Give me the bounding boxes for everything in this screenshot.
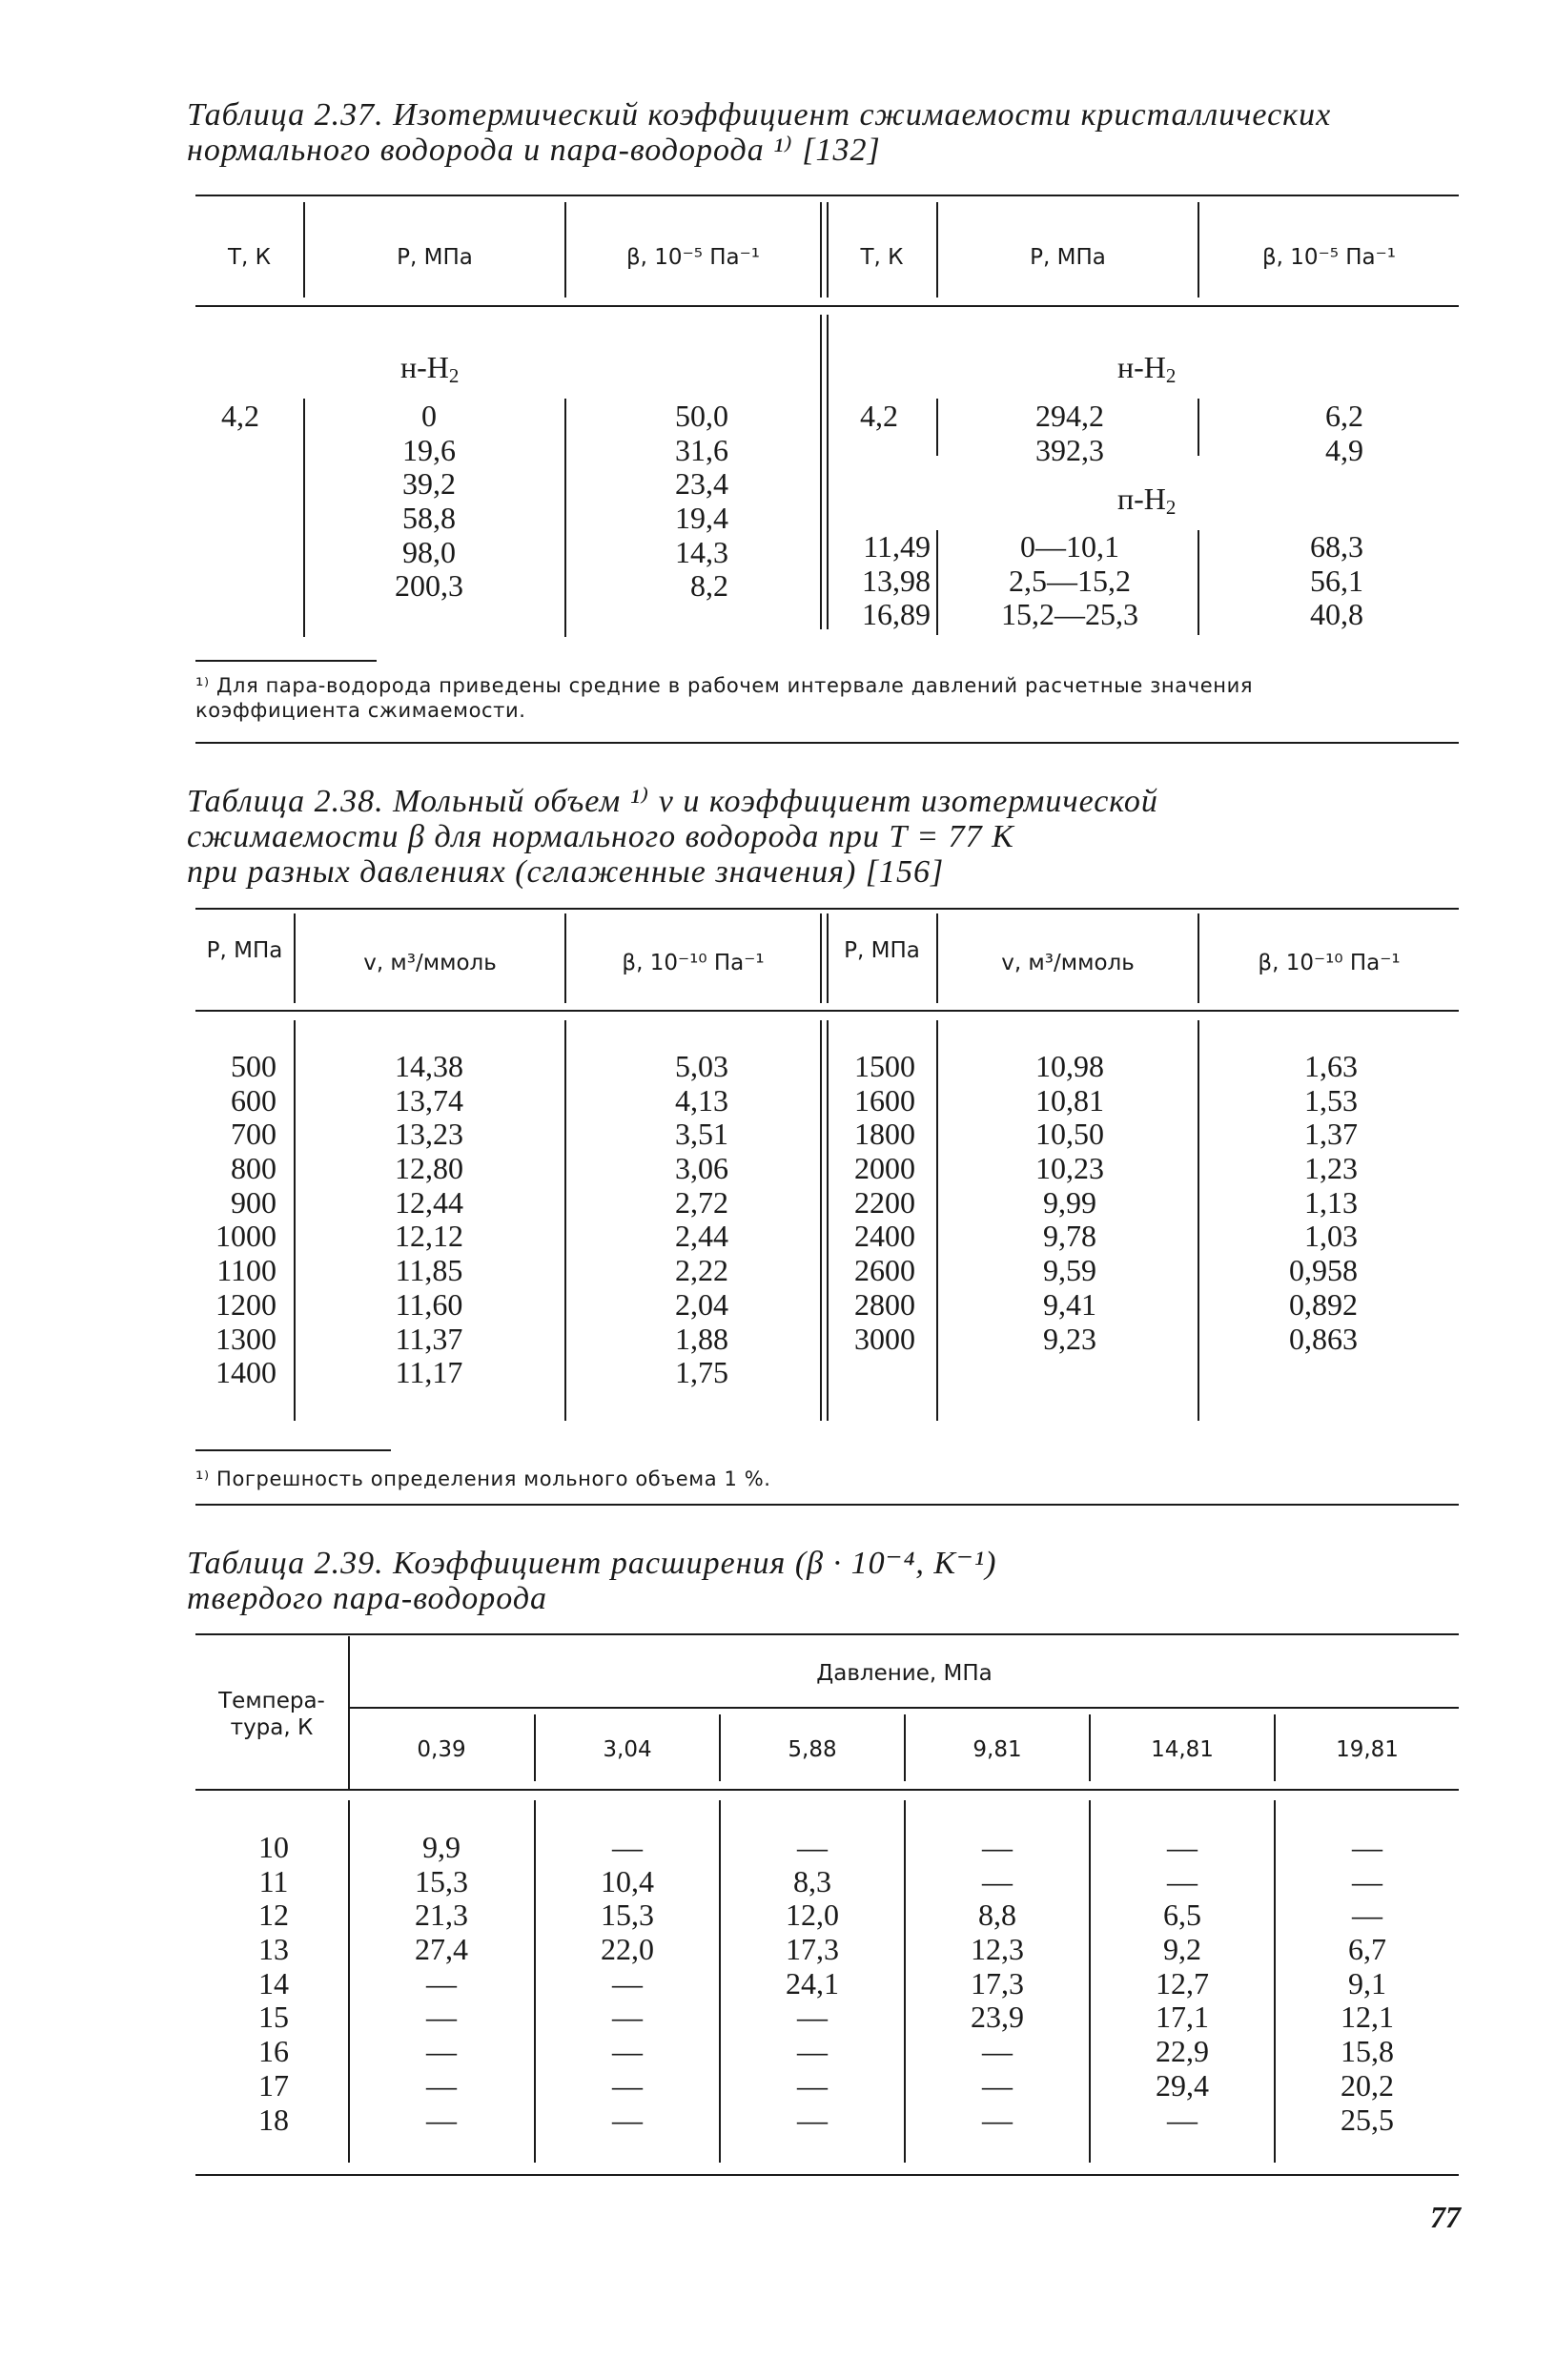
table-cell: 10,23 <box>1035 1151 1104 1186</box>
table-cell: — <box>426 2034 457 2069</box>
table-cell: — <box>426 2067 457 2103</box>
table-cell: 17,3 <box>786 1932 839 1967</box>
table-cell: 2,04 <box>675 1286 728 1322</box>
rule <box>719 1800 721 2163</box>
rule <box>195 1010 1459 1012</box>
column-header: v, м³/ммоль <box>363 951 497 975</box>
column-beta <box>610 400 728 604</box>
column-beta <box>1259 1050 1358 1356</box>
group-label-text: п-H <box>1117 482 1166 516</box>
table-cell: — <box>797 1830 828 1864</box>
rule <box>348 1800 350 2163</box>
rule <box>1198 1020 1199 1421</box>
table-cell: — <box>797 2102 828 2137</box>
table-cell: 13 <box>258 1932 289 1967</box>
rule <box>936 399 938 456</box>
table-cell: 392,3 <box>1035 432 1104 467</box>
table-cell: 21,3 <box>415 1898 468 1933</box>
rule <box>564 1020 566 1421</box>
table-cell: 31,6 <box>675 432 728 467</box>
table-cell: 500 <box>231 1049 276 1083</box>
column-molar-volume <box>1020 1050 1119 1356</box>
expansion-column <box>1314 1831 1421 2137</box>
table-cell: 14 <box>258 1965 289 2000</box>
column-pressure <box>839 1050 915 1356</box>
table-cell: 9,59 <box>1043 1253 1096 1288</box>
table-cell: 17 <box>258 2067 289 2103</box>
column-header: β, 10⁻¹⁰ Па⁻¹ <box>622 951 765 975</box>
table-cell: 23,4 <box>675 466 728 502</box>
column-header: β, 10⁻⁵ Па⁻¹ <box>626 245 760 270</box>
cell-temperature: 4,2 <box>221 399 259 433</box>
rule <box>1089 1800 1091 2163</box>
table-cell: 8,8 <box>978 1898 1016 1933</box>
table-cell: 6,7 <box>1348 1932 1386 1967</box>
table-cell: 1600 <box>854 1082 915 1118</box>
table-cell: — <box>982 2067 1013 2103</box>
table-cell: — <box>426 1965 457 2000</box>
rule <box>195 908 1459 910</box>
column-temperature <box>839 530 931 632</box>
table-cell: 0 <box>421 399 437 433</box>
table-cell: — <box>1352 1863 1382 1898</box>
table-cell: 23,9 <box>971 2000 1024 2035</box>
table-cell: 1,88 <box>675 1321 728 1356</box>
rule <box>195 2174 1459 2176</box>
table-cell: 11,85 <box>395 1253 463 1288</box>
table-cell: — <box>1167 1830 1198 1864</box>
expansion-column <box>759 1831 866 2137</box>
rule <box>348 1636 350 1789</box>
table-cell: 1,13 <box>1304 1184 1358 1220</box>
table-cell: — <box>1352 1898 1382 1933</box>
column-header-temperature: Темпера-тура, К <box>218 1689 325 1740</box>
group-label-text: н-H <box>1117 350 1166 384</box>
table-cell: — <box>797 2000 828 2035</box>
expansion-column <box>1129 1831 1236 2137</box>
table-cell: — <box>612 1965 643 2000</box>
table-cell: 10,81 <box>1035 1082 1104 1118</box>
table-cell: 9,41 <box>1043 1286 1096 1322</box>
table-cell: 3,06 <box>675 1151 728 1186</box>
table-cell: 9,99 <box>1043 1184 1096 1220</box>
expansion-column <box>388 1831 495 2137</box>
table-237-footnote <box>195 673 1253 723</box>
table-cell: 13,74 <box>395 1082 463 1118</box>
column-beta <box>629 1050 728 1390</box>
table-cell: 10 <box>258 1830 289 1864</box>
table-cell: 5,03 <box>675 1049 728 1083</box>
group-label-text: н-H <box>400 350 449 384</box>
caption-line: Таблица 2.37. Изотермический коэффициент сжимаемости кристаллических <box>187 97 1332 133</box>
pressure-header: 19,81 <box>1336 1737 1399 1762</box>
table-cell: — <box>797 2067 828 2103</box>
table-cell: 14,3 <box>675 534 728 569</box>
table-cell: — <box>1167 1863 1198 1898</box>
column-header: Р, МПа <box>397 245 473 270</box>
table-cell: 9,2 <box>1163 1932 1201 1967</box>
table-cell: — <box>982 2102 1013 2137</box>
table-cell: 40,8 <box>1310 597 1363 632</box>
table-cell: 294,2 <box>1035 399 1104 433</box>
column-pressure <box>202 1050 276 1390</box>
column-pressure <box>1011 400 1129 467</box>
table-cell: 11 <box>258 1863 289 1898</box>
pressure-header: 5,88 <box>788 1737 837 1762</box>
table-cell: 10,4 <box>601 1863 654 1898</box>
table-cell: 6,5 <box>1163 1898 1201 1933</box>
table-cell: 22,0 <box>601 1932 654 1967</box>
table-cell: 900 <box>231 1184 276 1220</box>
rule <box>195 1504 1459 1506</box>
table-cell: 2,5—15,2 <box>1009 563 1131 598</box>
table-cell: 1,03 <box>1304 1219 1358 1254</box>
table-cell: 19,4 <box>675 501 728 536</box>
table-cell: 2800 <box>854 1286 915 1322</box>
table-cell: 9,9 <box>422 1830 461 1864</box>
expansion-column <box>944 1831 1051 2137</box>
table-cell: 8,3 <box>793 1863 831 1898</box>
table-cell: — <box>1352 1830 1382 1864</box>
table-cell: 18 <box>258 2102 289 2137</box>
table-cell: 4,13 <box>675 1082 728 1118</box>
table-cell: 1100 <box>216 1253 276 1288</box>
pressure-header: 9,81 <box>972 1737 1022 1762</box>
table-cell: 12,80 <box>395 1151 463 1186</box>
table-cell: 10,98 <box>1035 1049 1104 1083</box>
rule <box>195 305 1459 307</box>
group-label-p-h2: $п-H_2$ <box>1117 482 1177 519</box>
cell-temperature: 4,2 <box>860 399 898 433</box>
column-molar-volume <box>381 1050 477 1390</box>
table-cell: 3000 <box>854 1321 915 1356</box>
table-cell: 56,1 <box>1310 563 1363 598</box>
column-header: β, 10⁻⁵ Па⁻¹ <box>1262 245 1396 270</box>
table-cell: — <box>612 2000 643 2035</box>
table-cell: 2,22 <box>675 1253 728 1288</box>
table-cell: 12,12 <box>395 1219 463 1254</box>
table-cell: 16 <box>258 2034 289 2069</box>
rule <box>195 1789 1459 1791</box>
table-cell: 0,863 <box>1289 1321 1358 1356</box>
table-cell: 2,72 <box>675 1184 728 1220</box>
caption-line: сжимаемости β для нормального водорода при T = 77 К <box>187 819 1014 854</box>
rule <box>936 530 938 635</box>
table-cell: 2400 <box>854 1219 915 1254</box>
column-temperature <box>238 1831 309 2137</box>
table-cell: 50,0 <box>675 399 728 433</box>
rule <box>1274 1800 1276 2163</box>
table-cell: 4,9 <box>1325 432 1363 467</box>
table-cell: 10,50 <box>1035 1117 1104 1152</box>
column-header: v, м³/ммоль <box>1001 951 1135 975</box>
rule <box>936 1020 938 1421</box>
table-cell: 29,4 <box>1156 2067 1209 2103</box>
table-cell: 27,4 <box>415 1932 468 1967</box>
rule <box>820 1020 829 1421</box>
column-beta <box>1259 400 1363 467</box>
group-label-n-h2: $н-H_2$ <box>1117 350 1177 387</box>
caption-line: Таблица 2.38. Мольный объем ¹⁾ v и коэффициент изотермической <box>187 784 1158 819</box>
table-239-caption <box>187 1546 1464 1616</box>
table-cell: 17,1 <box>1156 2000 1209 2035</box>
table-cell: 9,78 <box>1043 1219 1096 1254</box>
column-header: β, 10⁻¹⁰ Па⁻¹ <box>1258 951 1401 975</box>
table-cell: — <box>982 1863 1013 1898</box>
table-238-caption <box>187 784 1464 890</box>
table-cell: 11,60 <box>395 1286 463 1322</box>
table-cell: 15,3 <box>415 1863 468 1898</box>
column-header-pressure: Давление, МПа <box>816 1661 993 1686</box>
rule <box>564 399 566 637</box>
column-header: Т, К <box>227 245 271 270</box>
table-cell: — <box>612 1830 643 1864</box>
table-cell: 15,3 <box>601 1898 654 1933</box>
table-cell: — <box>612 2067 643 2103</box>
column-header: Т, К <box>860 245 904 270</box>
table-cell: 22,9 <box>1156 2034 1209 2069</box>
footnote-rule <box>195 1449 391 1451</box>
table-cell: 11,37 <box>395 1321 463 1356</box>
group-label-n-h2: $н-H_2$ <box>400 350 460 387</box>
caption-line: нормального водорода и пара-водорода ¹⁾ [132] <box>187 133 881 168</box>
footnote-line: коэффициента сжимаемости. <box>195 699 526 722</box>
table-cell: 39,2 <box>402 466 456 502</box>
table-cell: 2000 <box>854 1151 915 1186</box>
table-cell: — <box>982 1830 1013 1864</box>
footnote-line: ¹⁾ Для пара-водорода приведены средние в рабочем интервале давлений расчетные значения <box>195 674 1254 697</box>
table-cell: 12,3 <box>971 1932 1024 1967</box>
table-cell: 1800 <box>854 1117 915 1152</box>
table-cell: 1200 <box>215 1286 276 1322</box>
table-cell: 9,23 <box>1043 1321 1096 1356</box>
pressure-header: 14,81 <box>1151 1737 1214 1762</box>
table-cell: 58,8 <box>402 501 456 536</box>
table-cell: 17,3 <box>971 1965 1024 2000</box>
caption-line: твердого пара-водорода <box>187 1581 548 1616</box>
table-cell: 14,38 <box>395 1049 463 1083</box>
table-cell: 1,75 <box>675 1355 728 1390</box>
table-cell: 1,23 <box>1304 1151 1358 1186</box>
table-cell: 68,3 <box>1310 529 1363 564</box>
rule <box>294 1020 296 1421</box>
rule <box>350 1707 1459 1709</box>
table-cell: 2,44 <box>675 1219 728 1254</box>
table-cell: 3,51 <box>675 1117 728 1152</box>
footnote-rule <box>195 660 377 662</box>
table-238-footnote: ¹⁾ Погрешность определения мольного объема 1 %. <box>195 1467 771 1490</box>
table-237-caption <box>187 97 1464 168</box>
rule <box>195 1633 1459 1635</box>
table-cell: 13,98 <box>862 563 931 598</box>
table-cell: 1,37 <box>1304 1117 1358 1152</box>
column-pressure <box>992 530 1148 632</box>
table-cell: 12 <box>258 1898 289 1933</box>
table-cell: 15 <box>258 2000 289 2035</box>
table-cell: 1,53 <box>1304 1082 1358 1118</box>
rule <box>195 195 1459 196</box>
table-cell: 12,7 <box>1156 1965 1209 2000</box>
table-cell: 0,892 <box>1289 1286 1358 1322</box>
table-cell: 2600 <box>854 1253 915 1288</box>
table-cell: 20,2 <box>1341 2067 1394 2103</box>
table-cell: 15,8 <box>1341 2034 1394 2069</box>
rule <box>534 1800 536 2163</box>
table-cell: 1,63 <box>1304 1049 1358 1083</box>
table-cell: 700 <box>231 1117 276 1152</box>
table-cell: 12,0 <box>786 1898 839 1933</box>
table-cell: — <box>426 2102 457 2137</box>
table-cell: 800 <box>231 1151 276 1186</box>
table-cell: 1300 <box>215 1321 276 1356</box>
table-cell: — <box>426 2000 457 2035</box>
column-header: Р, МПа <box>206 938 283 963</box>
table-cell: — <box>797 2034 828 2069</box>
table-cell: — <box>612 2034 643 2069</box>
column-beta <box>1259 530 1363 632</box>
table-cell: 1000 <box>215 1219 276 1254</box>
rule <box>1198 399 1199 456</box>
pressure-header: 0,39 <box>417 1737 466 1762</box>
table-cell: 12,44 <box>395 1184 463 1220</box>
page-number: 77 <box>1430 2200 1461 2234</box>
column-header: Р, МПа <box>1030 245 1106 270</box>
table-cell: 0—10,1 <box>1020 529 1119 564</box>
table-cell: 11,49 <box>863 529 931 564</box>
rule <box>303 399 305 637</box>
table-cell: 24,1 <box>786 1965 839 2000</box>
table-cell: — <box>612 2102 643 2137</box>
caption-line: Таблица 2.39. Коэффициент расширения (β · 10⁻⁴, К⁻¹) <box>187 1546 997 1581</box>
table-cell: 13,23 <box>395 1117 463 1152</box>
table-cell: 25,5 <box>1341 2102 1394 2137</box>
rule <box>195 742 1459 744</box>
table-cell: 8,2 <box>690 568 728 604</box>
table-cell: 9,1 <box>1348 1965 1386 2000</box>
table-cell: 600 <box>231 1082 276 1118</box>
table-cell: 98,0 <box>402 534 456 569</box>
table-cell: 11,17 <box>395 1355 463 1390</box>
table-cell: 19,6 <box>402 432 456 467</box>
table-cell: 1500 <box>854 1049 915 1083</box>
table-cell: 200,3 <box>395 568 463 604</box>
table-cell: 12,1 <box>1341 2000 1394 2035</box>
table-cell: 16,89 <box>862 597 931 632</box>
caption-line: при разных давлениях (сглаженные значения) [156] <box>187 854 945 890</box>
rule <box>904 1800 906 2163</box>
expansion-column <box>574 1831 681 2137</box>
column-pressure <box>381 400 477 604</box>
table-cell: 15,2—25,3 <box>1001 597 1138 632</box>
table-cell: 0,958 <box>1289 1253 1358 1288</box>
column-header: Р, МПа <box>844 938 920 963</box>
table-cell: 2200 <box>854 1184 915 1220</box>
table-cell: — <box>982 2034 1013 2069</box>
rule <box>1198 530 1199 635</box>
table-cell: — <box>1167 2102 1198 2137</box>
table-cell: 6,2 <box>1325 399 1363 433</box>
table-cell: 1400 <box>215 1355 276 1390</box>
rule <box>820 315 829 629</box>
pressure-header: 3,04 <box>603 1737 652 1762</box>
